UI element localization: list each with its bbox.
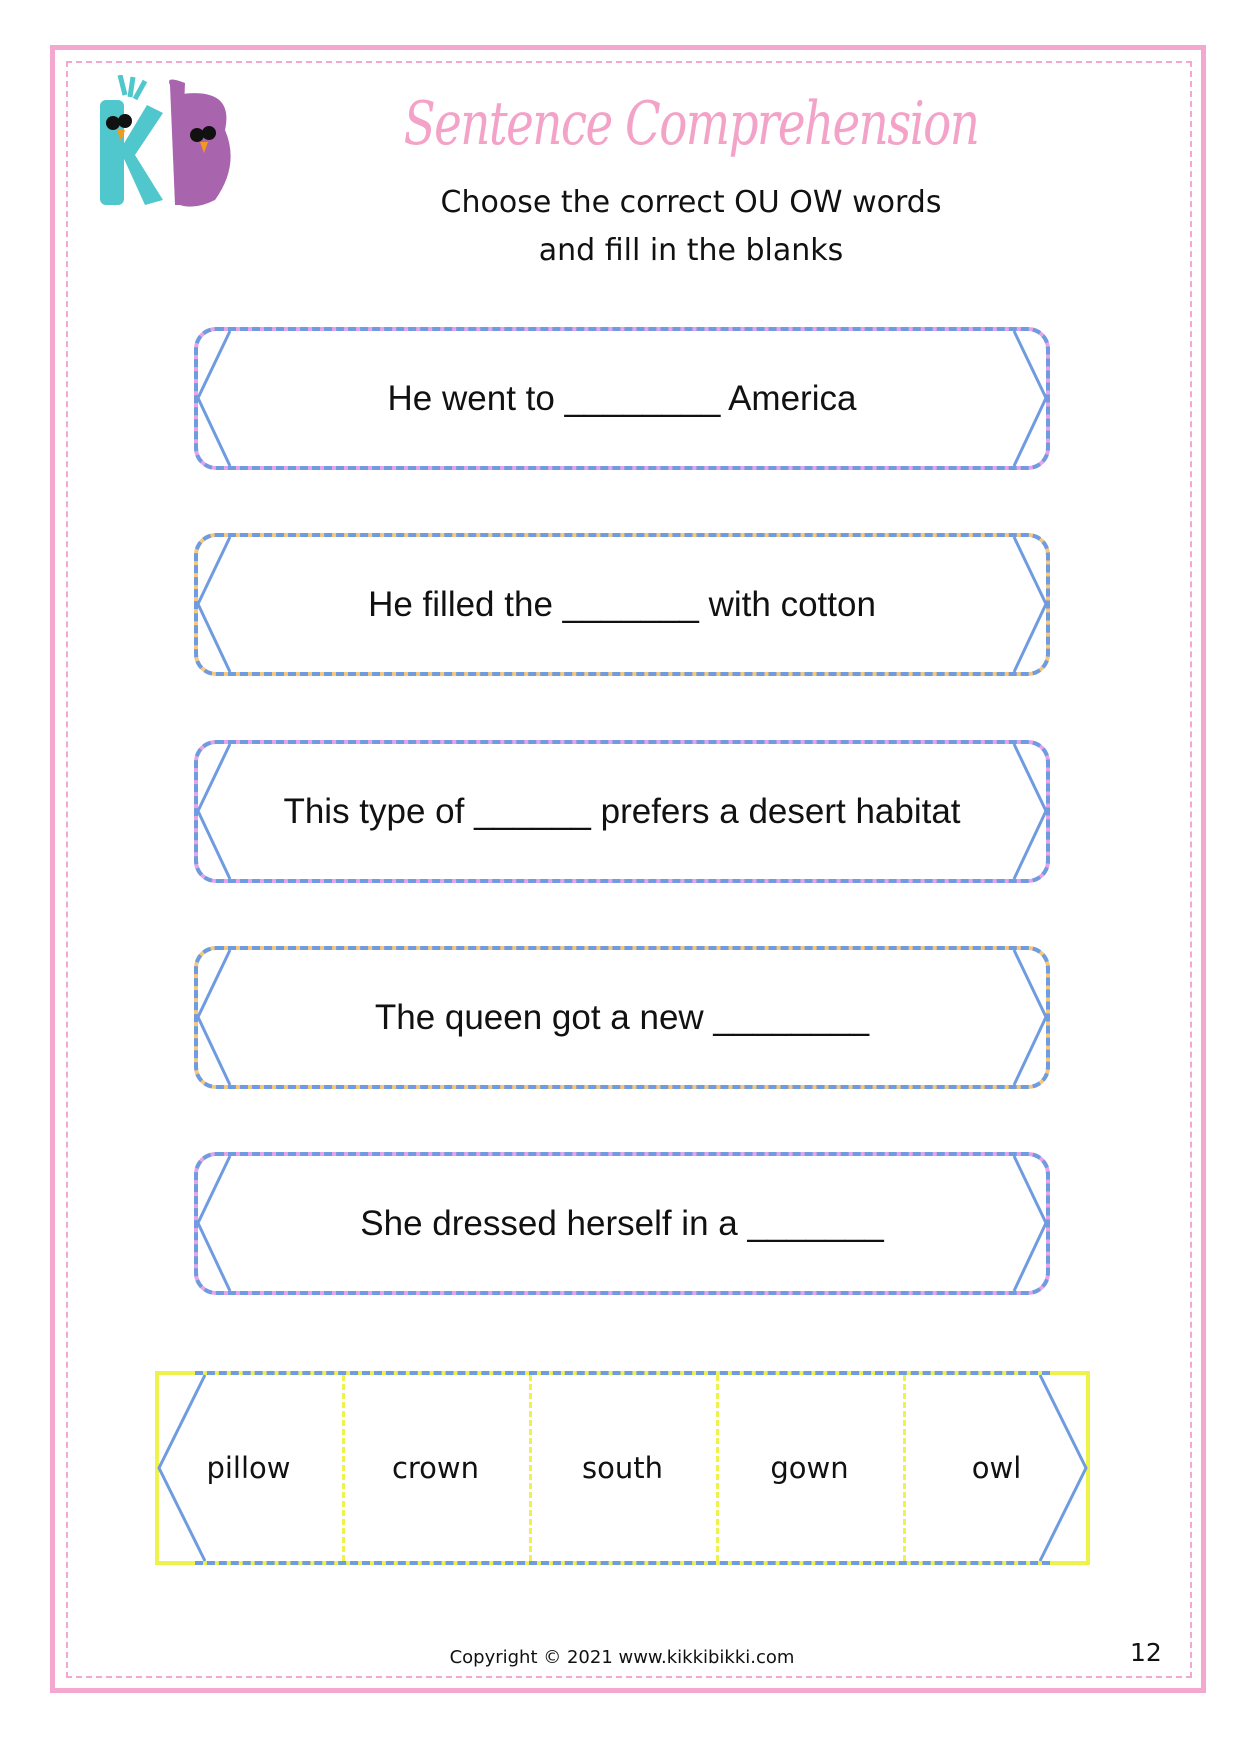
- sentence-box: [194, 946, 1050, 1089]
- word-bank-item: gown: [770, 1451, 849, 1485]
- sentence-text: He went to ________ America: [387, 378, 857, 418]
- word-bank-item: owl: [971, 1451, 1022, 1485]
- page-title: Sentence Comprehension: [403, 89, 979, 159]
- word-bank-item: crown: [391, 1451, 480, 1485]
- sentence-box: [194, 1152, 1050, 1295]
- page-number: 12: [1130, 1638, 1162, 1667]
- sentence-text: This type of ______ prefers a desert habitat: [283, 791, 961, 831]
- word-bank: [155, 1371, 1090, 1565]
- sentence-text: He filled the _______ with cotton: [368, 584, 876, 624]
- sentence-box: [194, 533, 1050, 676]
- word-bank-item: south: [582, 1451, 663, 1485]
- sentence-text: She dressed herself in a _______: [360, 1203, 884, 1243]
- instruction-line-1: Choose the correct OU OW words: [440, 185, 942, 220]
- word-bank-item: pillow: [206, 1451, 291, 1485]
- sentence-box: [194, 740, 1050, 883]
- sentence-text: The queen got a new ________: [374, 997, 870, 1037]
- instruction-line-2: and fill in the blanks: [538, 233, 844, 268]
- kb-logo: [85, 75, 245, 210]
- copyright-text: Copyright © 2021 www.kikkibikki.com: [449, 1647, 795, 1668]
- sentence-box: [194, 327, 1050, 470]
